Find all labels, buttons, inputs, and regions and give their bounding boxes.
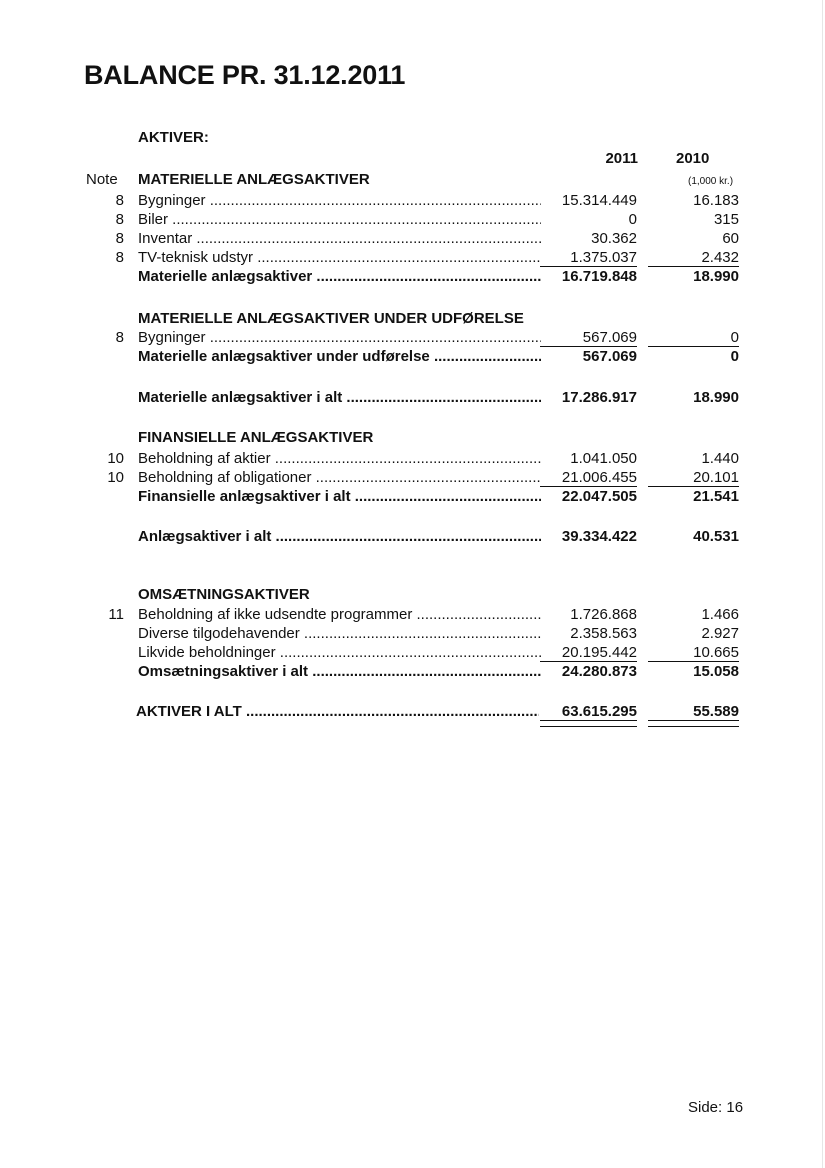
value-2011: 16.719.848 [561, 268, 637, 285]
row-label: Beholdning af obligationer ..... [138, 469, 541, 486]
row-label: Beholdning af aktier ..... [138, 450, 541, 467]
row-label: TV-teknisk udstyr ..... [138, 249, 541, 266]
row-note: 10 [107, 469, 124, 486]
value-2011: 20.195.442 [540, 644, 637, 662]
row-note: 8 [115, 211, 124, 228]
row-label: Bygninger ..... [138, 192, 541, 209]
section-heading-under-udforelse: MATERIELLE ANLÆGSAKTIVER UNDER UDFØRELSE [138, 310, 524, 327]
unit-label: (1,000 kr.) [688, 176, 734, 187]
value-2011: 1.041.050 [570, 450, 637, 467]
value-2010: 60 [722, 230, 739, 247]
page-title: BALANCE PR. 31.12.2011 [84, 60, 406, 90]
value-2011: 15.314.449 [561, 192, 637, 209]
value-2011: 30.362 [591, 230, 637, 247]
value-2011: 567.069 [582, 348, 637, 365]
value-2011: 1.726.868 [570, 606, 637, 623]
double-underline-2010 [648, 726, 739, 727]
subtotal-row [0, 488, 825, 507]
row-label: Bygninger ..... [138, 329, 541, 346]
table-row [0, 625, 825, 644]
value-2011: 567.069 [540, 329, 637, 347]
note-column-header: Note [86, 171, 118, 188]
total-row [0, 389, 825, 408]
year-2010-header: 2010 [676, 150, 710, 167]
row-note: 8 [115, 230, 124, 247]
value-2010: 2.927 [701, 625, 739, 642]
value-2011: 39.334.422 [561, 528, 637, 545]
table-row [0, 450, 825, 469]
total-row [0, 528, 825, 547]
section-heading-finansielle: FINANSIELLE ANLÆGSAKTIVER [138, 429, 374, 446]
value-2010: 16.183 [693, 192, 739, 209]
value-2010: 21.541 [693, 488, 739, 505]
value-2010: 2.432 [648, 249, 739, 267]
table-row [0, 606, 825, 625]
row-label: Beholdning af ikke udsendte programmer ..... [138, 606, 541, 623]
page-number: Side: 16 [688, 1099, 744, 1116]
value-2011: 17.286.917 [561, 389, 637, 406]
value-2010: 40.531 [693, 528, 739, 545]
table-row [0, 329, 825, 348]
value-2011: 1.375.037 [540, 249, 637, 267]
value-2010: 15.058 [693, 663, 739, 680]
subtotal-label: Finansielle anlægsaktiver i alt ..... [138, 488, 541, 505]
grand-total-label: AKTIVER I ALT ..... [136, 703, 539, 720]
value-2010: 0 [730, 348, 739, 365]
subtotal-row [0, 268, 825, 287]
row-note: 8 [115, 329, 124, 346]
total-label: Anlægsaktiver i alt ..... [138, 528, 541, 545]
row-note: 8 [115, 192, 124, 209]
row-label: Likvide beholdninger ..... [138, 644, 541, 661]
value-2010: 55.589 [648, 703, 739, 721]
table-row [0, 192, 825, 211]
subtotal-label: Omsætningsaktiver i alt ..... [138, 663, 541, 680]
value-2011: 0 [628, 211, 637, 228]
subtotal-label: Materielle anlægsaktiver ..... [138, 268, 541, 285]
row-note: 8 [115, 249, 124, 266]
value-2011: 21.006.455 [540, 469, 637, 487]
subtotal-label: Materielle anlægsaktiver under udførelse ..... [138, 348, 541, 365]
value-2010: 18.990 [693, 268, 739, 285]
value-2010: 0 [648, 329, 739, 347]
row-label: Diverse tilgodehavender ..... [138, 625, 541, 642]
total-label: Materielle anlægsaktiver i alt ..... [138, 389, 541, 406]
value-2010: 1.466 [701, 606, 739, 623]
table-row [0, 230, 825, 249]
row-label: Biler ..... [138, 211, 541, 228]
value-2010: 10.665 [648, 644, 739, 662]
year-2011-header: 2011 [605, 150, 638, 167]
subtotal-row [0, 348, 825, 367]
row-note: 11 [108, 606, 124, 623]
row-label: Inventar ..... [138, 230, 541, 247]
row-note: 10 [107, 450, 124, 467]
subtotal-row [0, 663, 825, 682]
table-row [0, 249, 825, 268]
section-heading-omsaetning: OMSÆTNINGSAKTIVER [138, 586, 310, 603]
grand-total-row [0, 703, 825, 722]
page-edge [822, 0, 823, 1168]
value-2011: 2.358.563 [570, 625, 637, 642]
aktiver-heading: AKTIVER: [138, 129, 209, 146]
value-2011: 24.280.873 [561, 663, 637, 680]
value-2010: 315 [713, 211, 739, 228]
table-row [0, 469, 825, 488]
value-2010: 20.101 [648, 469, 739, 487]
double-underline-2011 [540, 726, 637, 727]
table-row [0, 644, 825, 663]
table-row [0, 211, 825, 230]
value-2010: 18.990 [693, 389, 739, 406]
value-2011: 22.047.505 [561, 488, 637, 505]
value-2011: 63.615.295 [540, 703, 637, 721]
value-2010: 1.440 [701, 450, 739, 467]
section-heading-materielle: MATERIELLE ANLÆGSAKTIVER [138, 171, 370, 188]
